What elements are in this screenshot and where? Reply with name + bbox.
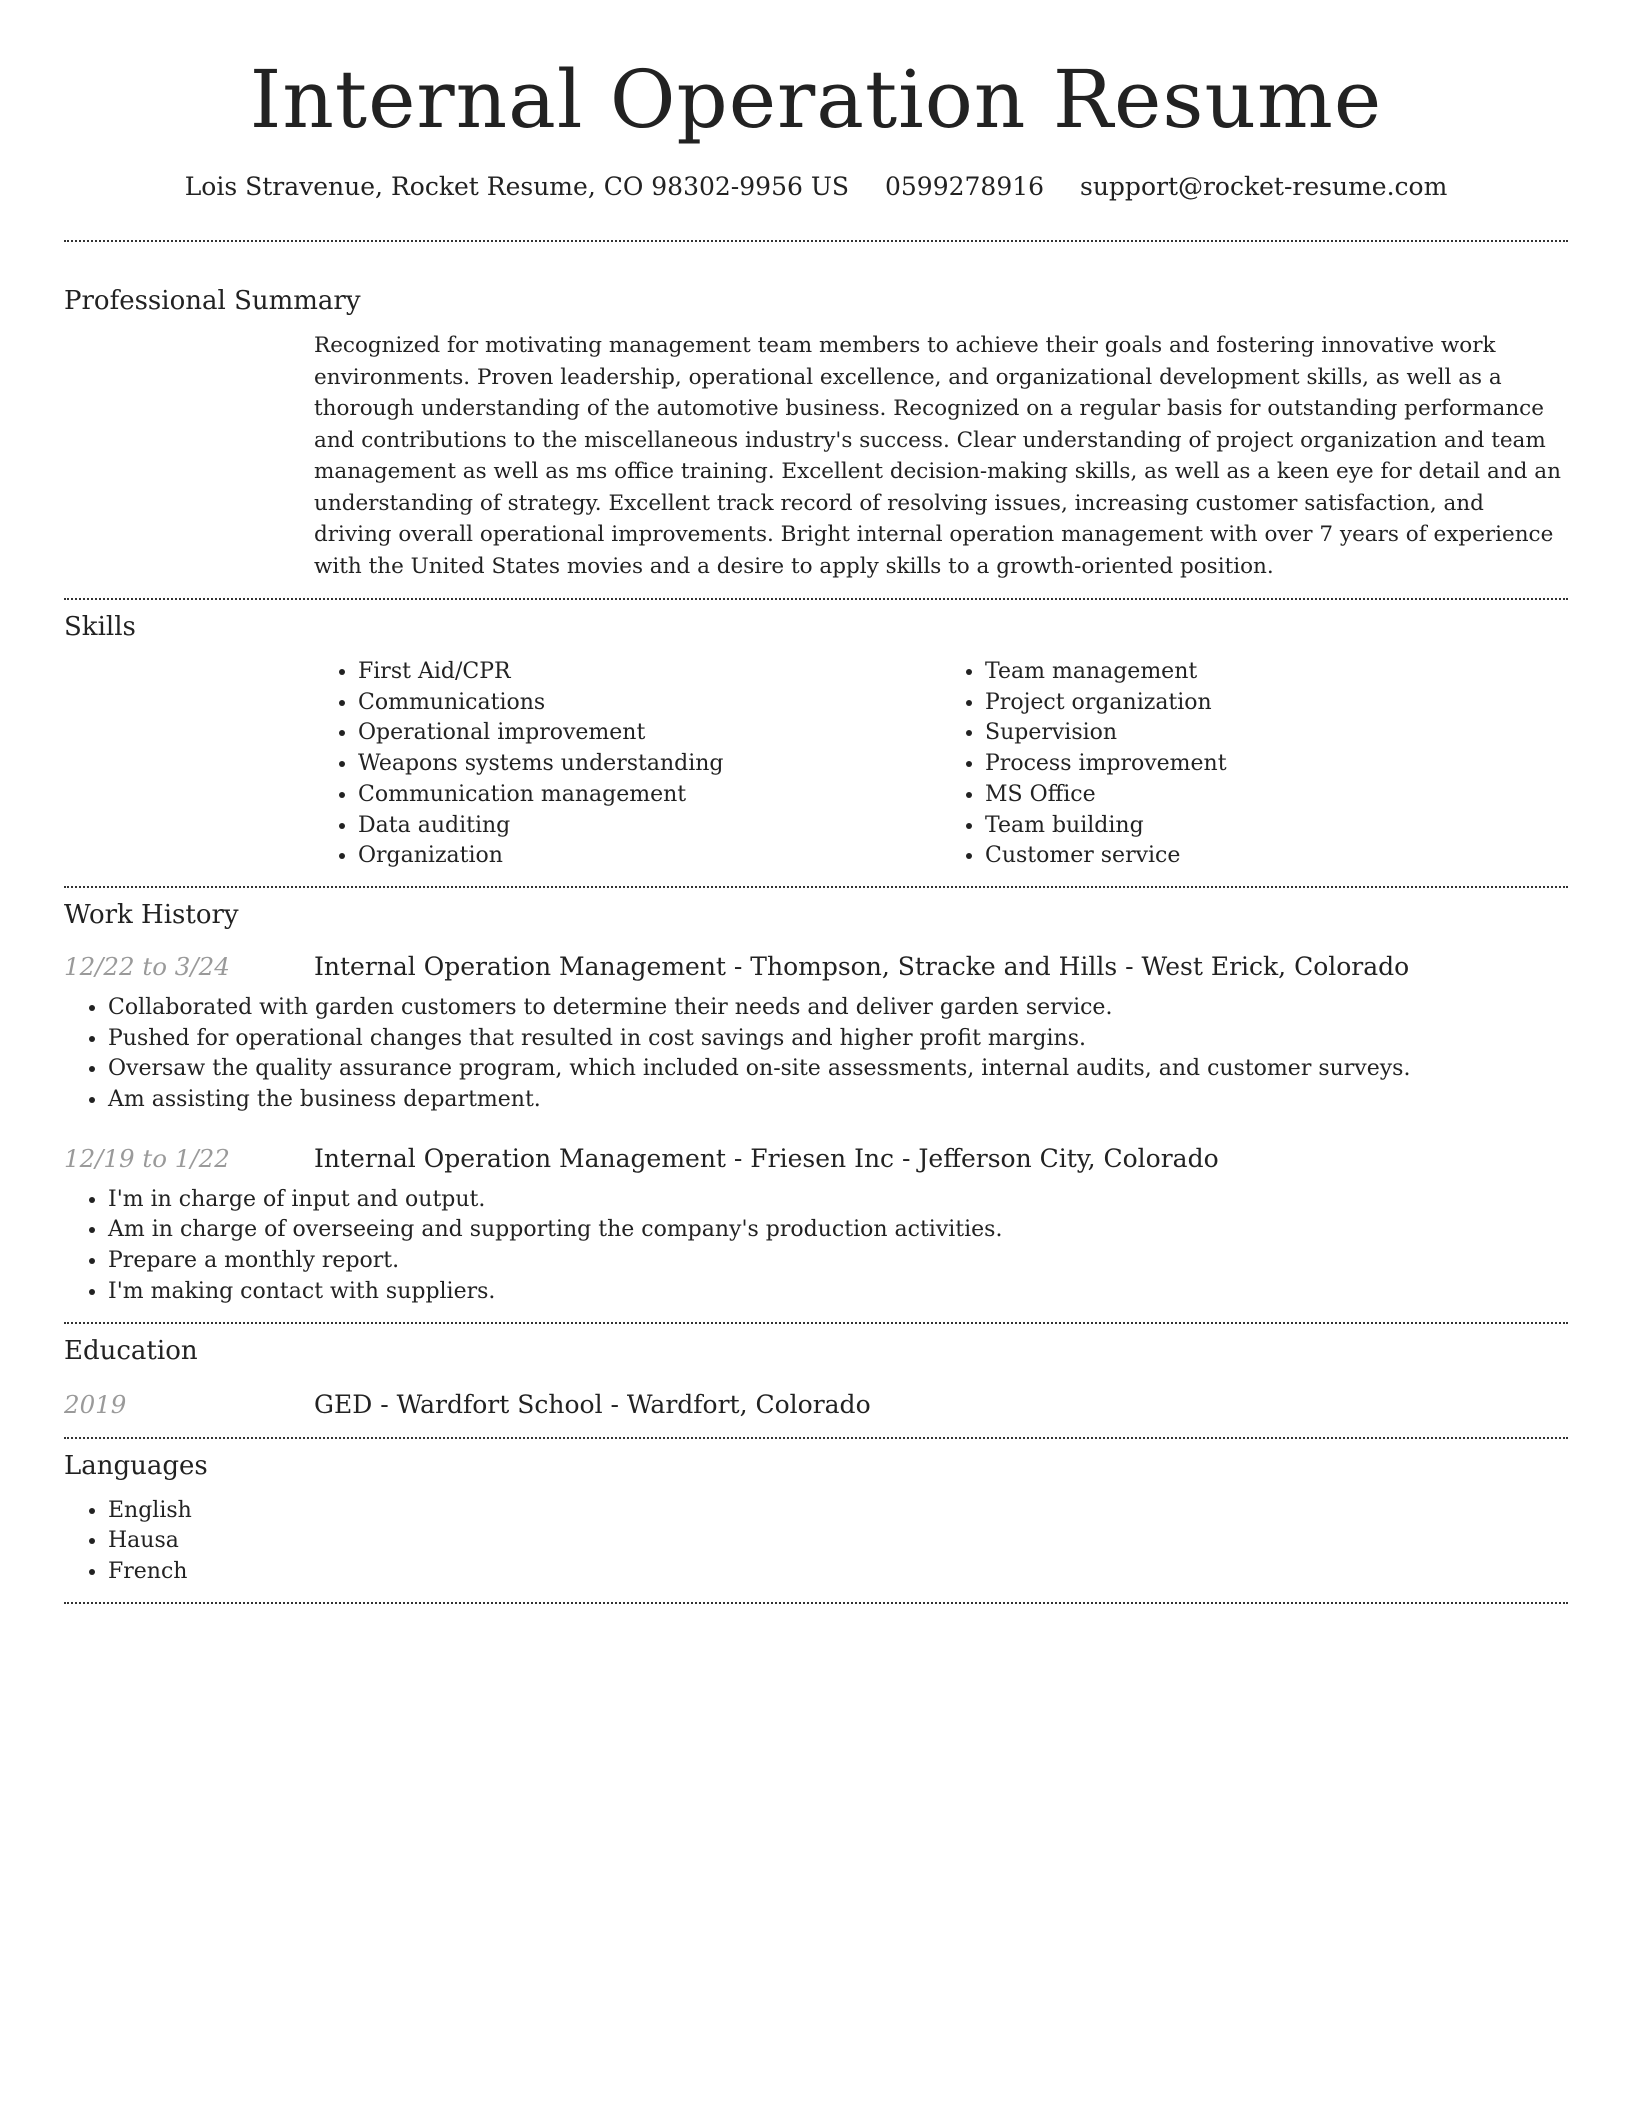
skill-item: • Process improvement [985, 749, 1568, 780]
skill-item: • Organization [358, 841, 941, 872]
skill-item: • Customer service [985, 841, 1568, 872]
divider [64, 1322, 1568, 1324]
skill-item: • Operational improvement [358, 718, 941, 749]
skills-list-right [941, 657, 1568, 872]
education-detail: GED - Wardfort School - Wardfort, Colorado [314, 1389, 871, 1419]
job-entry [64, 952, 1568, 1116]
contact-phone: 0599278916 [884, 172, 1045, 201]
job-entry [64, 1144, 1568, 1308]
resume-page [64, 0, 1568, 1604]
job-bullet: • Prepare a monthly report. [108, 1246, 1568, 1277]
job-header [64, 952, 1568, 981]
divider [64, 1602, 1568, 1604]
job-bullet: • Oversaw the quality assurance program, which included on-site assessments, internal audits, and customer surveys. [108, 1054, 1568, 1085]
job-header [64, 1144, 1568, 1173]
languages-list [64, 1496, 1568, 1588]
summary-text: Recognized for motivating management team members to achieve their goals and fostering innovative work environments. Proven leadership, operational excellence, and organizational development skills, as well as a thorough understanding of the automotive business. Recognized on a regular basis for outstanding performance and contributions to the miscellaneous industry's success. Clear understanding of project organization and team management as well as ms office training. Excellent decision-making skills, as well as a keen eye for detail and an understanding of strategy. Excellent track record of resolving issues, increasing customer satisfaction, and driving overall operational improvements. Bright internal operation management with over 7 years of experience with the United States movies and a desire to apply skills to a growth-oriented position. [314, 333, 1561, 579]
job-bullet: • Am in charge of overseeing and supporting the company's production activities. [108, 1215, 1568, 1246]
job-bullet: • Am assisting the business department. [108, 1085, 1568, 1116]
contact-line [64, 170, 1568, 204]
contact-address: Lois Stravenue, Rocket Resume, CO 98302-9956 US [184, 172, 850, 201]
skills-list-left [314, 657, 941, 872]
language-item: • French [108, 1557, 1568, 1588]
job-bullet: • Pushed for operational changes that resulted in cost savings and higher profit margins. [108, 1024, 1568, 1055]
skill-item: • Communication management [358, 780, 941, 811]
skill-item: • Communications [358, 688, 941, 719]
job-dates: 12/19 to 1/22 [64, 1143, 230, 1173]
job-dates: 12/22 to 3/24 [64, 951, 230, 981]
summary-heading: Professional Summary [64, 286, 361, 316]
languages-heading: Languages [64, 1450, 208, 1481]
education-heading: Education [64, 1335, 198, 1366]
language-item: • Hausa [108, 1526, 1568, 1557]
job-bullet: • I'm in charge of input and output. [108, 1185, 1568, 1216]
education-year: 2019 [64, 1389, 127, 1419]
skill-item: • Weapons systems understanding [358, 749, 941, 780]
divider [64, 886, 1568, 888]
divider [64, 240, 1568, 242]
language-item: • English [108, 1496, 1568, 1527]
skill-item: • Data auditing [358, 811, 941, 842]
contact-email: support@rocket-resume.com [1080, 172, 1448, 201]
divider [64, 1437, 1568, 1439]
skill-item: • Team management [985, 657, 1568, 688]
job-title: Internal Operation Management - Thompson, Stracke and Hills - West Erick, Colorado [314, 951, 1410, 981]
skills-heading: Skills [64, 612, 136, 642]
divider [64, 598, 1568, 600]
resume-title: Internal Operation Resume [249, 53, 1383, 146]
job-bullets [64, 1185, 1568, 1308]
job-title: Internal Operation Management - Friesen Inc - Jefferson City, Colorado [314, 1143, 1219, 1173]
skill-item: • Team building [985, 811, 1568, 842]
skill-item: • MS Office [985, 780, 1568, 811]
job-bullet: • Collaborated with garden customers to determine their needs and deliver garden service. [108, 993, 1568, 1024]
job-bullet: • I'm making contact with suppliers. [108, 1277, 1568, 1308]
skills-columns [314, 657, 1568, 872]
work-heading: Work History [64, 899, 239, 930]
skill-item: • First Aid/CPR [358, 657, 941, 688]
job-bullets [64, 993, 1568, 1116]
skill-item: • Project organization [985, 688, 1568, 719]
skill-item: • Supervision [985, 718, 1568, 749]
education-entry [64, 1390, 1568, 1419]
